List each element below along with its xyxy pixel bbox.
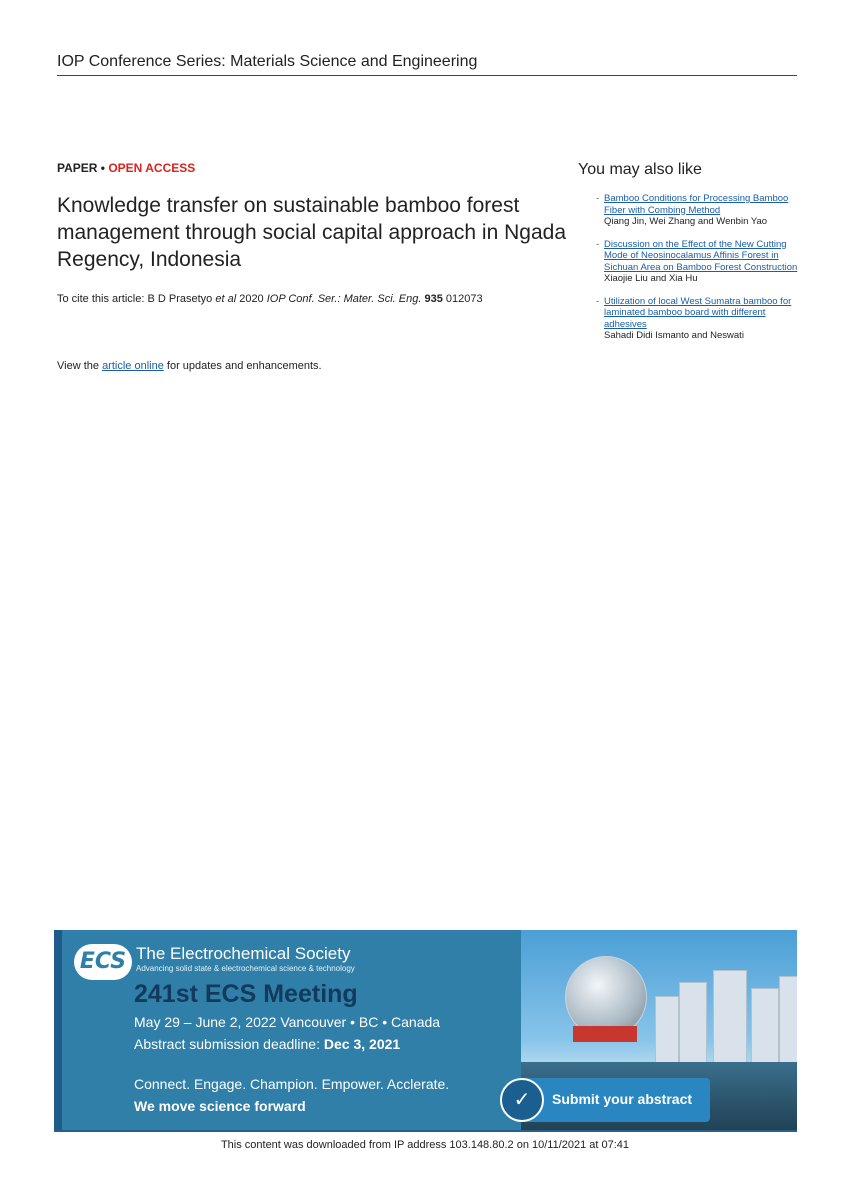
meeting-title: 241st ECS Meeting <box>134 980 358 1008</box>
related-link-1[interactable]: Bamboo Conditions for Processing Bamboo Fiber with Combing Method <box>604 193 789 216</box>
submit-abstract-button[interactable] <box>500 1078 710 1122</box>
related-item <box>578 193 803 228</box>
check-icon: ✓ <box>500 1078 544 1122</box>
journal-header: IOP Conference Series: Materials Science and Engineering <box>57 53 797 76</box>
article-title: Knowledge transfer on sustainable bamboo forest management through social capital approach in Ngada Regency, Indonesia <box>57 194 566 271</box>
society-tagline: Advancing solid state & electrochemical science & technology <box>136 964 355 973</box>
related-item <box>578 239 803 285</box>
paper-type: PAPER <box>57 161 98 175</box>
citation-year: 2020 <box>239 293 264 305</box>
citation-journal: IOP Conf. Ser.: Mater. Sci. Eng. <box>266 293 422 305</box>
deadline-date: Dec 3, 2021 <box>323 1036 401 1052</box>
related-authors-2: Xiaojie Liu and Xia Hu <box>604 273 698 284</box>
dome-base <box>573 1026 637 1042</box>
abstract-deadline <box>134 1036 400 1052</box>
list-dash: - <box>596 193 600 204</box>
citation-etal: et al <box>215 293 237 305</box>
view-online-line <box>57 360 322 372</box>
skyline-tower <box>655 996 679 1064</box>
skyline-tower <box>779 976 797 1064</box>
citation-article-no: 012073 <box>445 293 483 305</box>
download-footer: This content was downloaded from IP address 103.148.80.2 on 10/11/2021 at 07:41 <box>220 1139 630 1151</box>
citation-prefix: To cite this article: B D Prasetyo <box>57 293 213 305</box>
ecs-advertisement[interactable] <box>54 930 797 1132</box>
paper-label <box>57 161 195 175</box>
related-link-2[interactable]: Discussion on the Effect of the New Cutting Mode of Neosinocalamus Affinis Forest in Sichuan Area on Bamboo Forest Construction <box>604 238 798 273</box>
label-separator: • <box>100 161 105 175</box>
meeting-dates: May 29 – June 2, 2022 Vancouver • BC • Canada <box>134 1014 441 1030</box>
related-item <box>578 296 803 342</box>
view-suffix: for updates and enhancements. <box>166 360 322 372</box>
open-access-label: OPEN ACCESS <box>108 161 196 175</box>
related-authors-1: Qiang Jin, Wei Zhang and Wenbin Yao <box>604 216 768 227</box>
submit-abstract-label: Submit your abstract <box>552 1091 693 1107</box>
ad-slogan: We move science forward <box>134 1098 306 1114</box>
list-dash: - <box>596 238 600 250</box>
related-authors-3: Sahadi Didi Ismanto and Neswati <box>604 330 744 341</box>
skyline-tower <box>751 988 779 1064</box>
article-online-link[interactable]: article online <box>102 360 164 372</box>
ad-motto: Connect. Engage. Champion. Empower. Acclerate. <box>134 1076 450 1092</box>
ecs-logo: ECS <box>74 944 132 980</box>
citation-volume: 935 <box>424 293 443 305</box>
deadline-prefix: Abstract submission deadline: <box>134 1036 320 1052</box>
skyline-tower <box>713 970 747 1064</box>
skyline-tower <box>679 982 707 1064</box>
related-articles <box>578 161 803 353</box>
view-prefix: View the <box>57 360 99 372</box>
ad-stripe <box>54 930 62 1130</box>
list-dash: - <box>596 295 600 307</box>
society-name: The Electrochemical Society <box>136 944 351 963</box>
related-link-3[interactable]: Utilization of local West Sumatra bamboo for laminated bamboo board with different adhesives <box>604 295 792 330</box>
citation <box>57 293 483 305</box>
related-heading: You may also like <box>578 161 702 178</box>
